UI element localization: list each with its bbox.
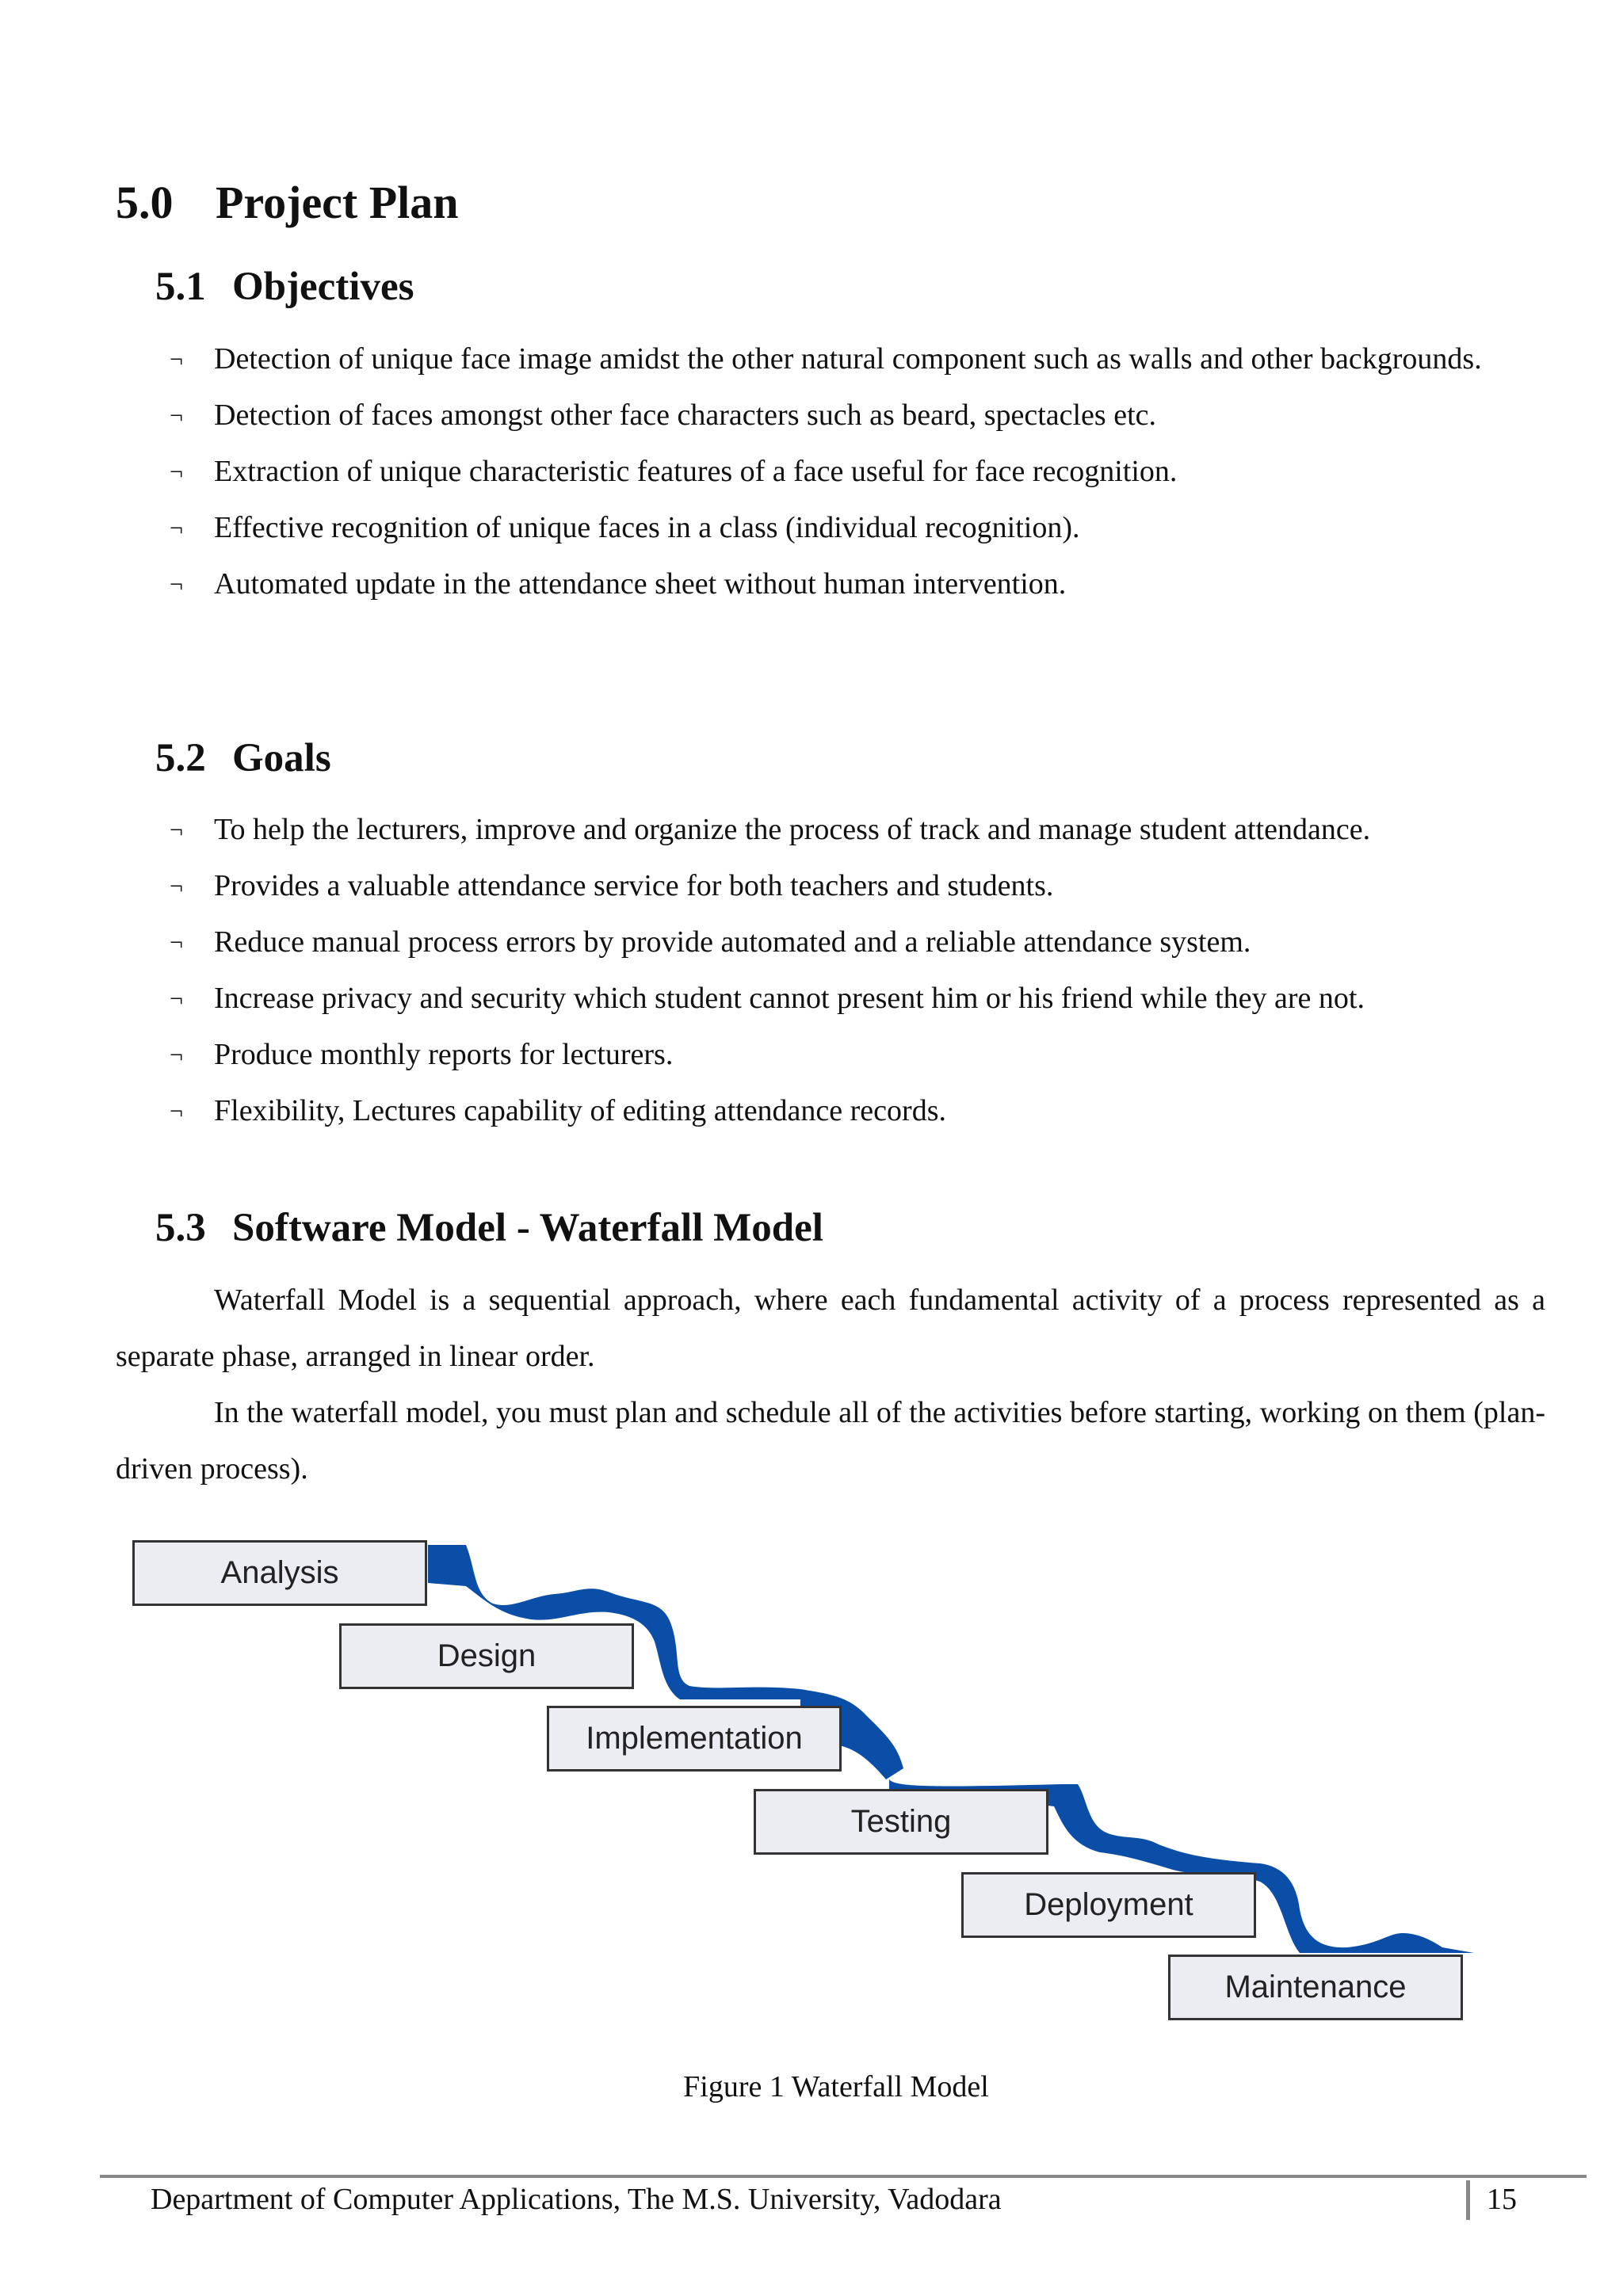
phase-deployment: Deployment	[961, 1872, 1256, 1938]
phase-design: Design	[339, 1623, 634, 1689]
software-model-heading: 5.3 Software Model - Waterfall Model	[155, 1206, 823, 1250]
footer-text: Department of Computer Applications, The M.S. University, Vadodara	[151, 2183, 1002, 2216]
bullet-mark: ¬	[170, 571, 183, 597]
list-item: ¬ Detection of faces amongst other face characters such as beard, spectacles etc.	[170, 387, 1545, 444]
bullet-mark: ¬	[170, 459, 183, 485]
bullet-mark: ¬	[170, 873, 183, 899]
bullet-mark: ¬	[170, 515, 183, 541]
waterfall-diagram	[0, 1521, 1623, 2036]
list-item: ¬ Extraction of unique characteristic features of a face useful for face recognition.	[170, 444, 1545, 500]
objectives-list	[170, 331, 1545, 612]
footer-separator	[1466, 2180, 1470, 2220]
goals-list	[170, 802, 1545, 1139]
list-item: ¬ To help the lecturers, improve and organize the process of track and manage student attendance.	[170, 802, 1545, 858]
list-item: ¬ Detection of unique face image amidst the other natural component such as walls and other backgrounds.	[170, 331, 1545, 387]
bullet-mark: ¬	[170, 346, 183, 372]
paragraph: Waterfall Model is a sequential approach, where each fundamental activity of a process represented as a separate phase, arranged in linear order.	[116, 1283, 1545, 1373]
list-item: ¬ Reduce manual process errors by provide automated and a reliable attendance system.	[170, 914, 1545, 971]
list-item: ¬ Produce monthly reports for lecturers.	[170, 1027, 1545, 1083]
paragraph: In the waterfall model, you must plan and schedule all of the activities before starting, working on them (plan-driven process).	[116, 1396, 1545, 1486]
goals-heading: 5.2 Goals	[155, 736, 331, 780]
phase-maintenance: Maintenance	[1168, 1955, 1463, 2020]
bullet-mark: ¬	[170, 929, 183, 955]
list-item: ¬ Automated update in the attendance sheet without human intervention.	[170, 556, 1545, 612]
bullet-mark: ¬	[170, 1098, 183, 1124]
list-item: ¬ Provides a valuable attendance service for both teachers and students.	[170, 858, 1545, 914]
list-item: ¬ Effective recognition of unique faces in a class (individual recognition).	[170, 500, 1545, 556]
bullet-mark: ¬	[170, 986, 183, 1012]
bullet-mark: ¬	[170, 817, 183, 843]
list-item: ¬ Flexibility, Lectures capability of editing attendance records.	[170, 1083, 1545, 1139]
bullet-mark: ¬	[170, 1042, 183, 1068]
phase-testing: Testing	[754, 1789, 1048, 1855]
objectives-heading: 5.1 Objectives	[155, 265, 414, 309]
section-title: Project Plan	[216, 177, 459, 228]
phase-analysis: Analysis	[132, 1540, 427, 1606]
list-item: ¬ Increase privacy and security which student cannot present him or his friend while they are not.	[170, 971, 1545, 1027]
figure-caption: Figure 1 Waterfall Model	[683, 2070, 989, 2103]
page-number: 15	[1487, 2183, 1517, 2216]
footer-divider	[100, 2175, 1587, 2178]
section-number: 5.0	[116, 177, 174, 228]
section-heading	[116, 176, 459, 229]
bullet-mark: ¬	[170, 402, 183, 429]
phase-implementation: Implementation	[547, 1706, 842, 1772]
